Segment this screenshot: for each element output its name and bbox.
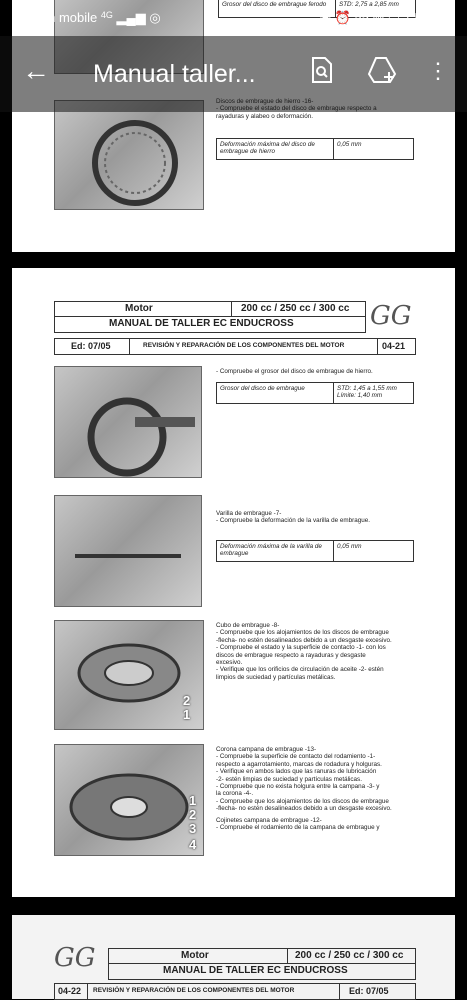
drive-add-icon[interactable] [367,56,397,86]
status-bar [0,0,467,36]
page-header-box [54,301,366,333]
document-page-3 [12,915,455,999]
page-header-box: Motor 200 cc / 250 cc / 300 cc MANUAL DE TALLER EC ENDUCROSS [108,948,416,980]
photo-clutch-rod [54,495,202,607]
callout-4: 4 [189,837,197,852]
rod-illustration [55,496,201,606]
gg-logo: GG [370,301,412,331]
iron-disc-text: rayaduras y alabeo o deformación. [216,112,313,120]
section-title: REVISIÓN Y REPARACIÓN DE LOS COMPONENTES DEL MOTOR [143,342,345,349]
housing-illustration [55,745,203,855]
spec-table-rod: Deformación máxima de la varilla de embrague 0,05 mm [216,540,414,562]
carrier-label: ion mobile [38,10,98,25]
spec-table-iron-disc: Deformación máxima del disco de embrague de hierro 0,05 mm [216,138,414,160]
header-cc: 200 cc / 250 cc / 300 cc [241,303,350,314]
network-label: 4G [100,10,113,20]
callout-1: 1 [183,707,191,722]
eye-icon: ◉ [319,10,332,25]
page-subheader-box [54,338,416,355]
caliper-disc-illustration [55,367,201,477]
b4-text: Corona campana de embrague -13- - Compruebe la superficie de contacto del rodamiento -1- respecto a agarrotamiento, marcas de rodadura y holguras. - Verifique en ambos lados que las ranuras de lubricación -2- estén limpias de suciedad y partículas metálicas. - Compruebe que no exista holgura entre la campana -3- y la corona -4-. - Compruebe que los alojamientos de los discos de embrague -flecha- no estén desalineados debido a un desgaste excesivo. Cojinetes campana de embrague -12- - Compruebe el rodamiento de la campana de embrague y [216,746,392,832]
callout-1: 1 [189,793,197,808]
battery-icon: ▭ [387,10,401,25]
signal-icon: ▂▄▆ [116,10,146,25]
header-manual-title: MANUAL DE TALLER EC ENDUCROSS [109,318,294,329]
whatsapp-icon: ◎ [149,10,161,25]
photo-clutch-hub [54,620,204,730]
header-motor: Motor [125,303,153,314]
spec-table-top: Grosor del disco de embrague ferodo STD: 2,75 a 2,85 mm [218,0,416,18]
more-vert-icon[interactable]: ⋮ [427,58,449,83]
alarm-icon: ⏰ [334,10,351,25]
photo-disc-thickness [54,366,202,478]
callout-2: 2 [183,693,191,708]
page-subheader-box: 04-22 REVISIÓN Y REPARACIÓN DE LOS COMPONENTES DEL MOTOR Ed: 07/05 [54,983,416,1000]
b1-text: - Compruebe el grosor del disco de embrague de hierro. [216,368,373,375]
gg-logo: GG [54,943,96,973]
app-bar [0,36,467,112]
b2-text: Varilla de embrague -7- - Compruebe la deformación de la varilla de embrague. [216,510,371,525]
document-title: Manual taller... [93,60,256,88]
callout-3: 3 [189,821,197,836]
battery-label: 55 % [354,10,385,25]
clutch-disc-illustration [55,101,203,209]
clock-label: 7:58 [403,10,429,25]
edition-label: Ed: 07/05 [71,341,111,351]
document-page-2 [12,268,455,897]
b3-text: Cubo de embrague -8- - Compruebe que los alojamientos de los discos de embrague -flecha- no estén desalineados debido a un desgaste excesivo. - Compruebe el estado y la superficie de contacto -1- con los discos de embrague respecto a rayaduras y desgaste excesivo. - Verifique que los orificios de circulación de aceite -2- estén limpios de suciedad y partículas metálicas. [216,622,392,681]
callout-2: 2 [189,807,197,822]
spec-table-disc-thickness: Grosor del disco de embrague STD: 1,45 a 1,55 mm Límite: 1,40 mm [216,382,414,404]
photo-clutch-housing [54,744,204,856]
page-number: 04-21 [382,341,406,351]
arrow-left-icon[interactable]: ← [22,55,50,86]
hub-illustration [55,621,203,729]
photo-iron-disc-check [54,100,204,210]
doc-search-icon[interactable] [307,56,337,86]
